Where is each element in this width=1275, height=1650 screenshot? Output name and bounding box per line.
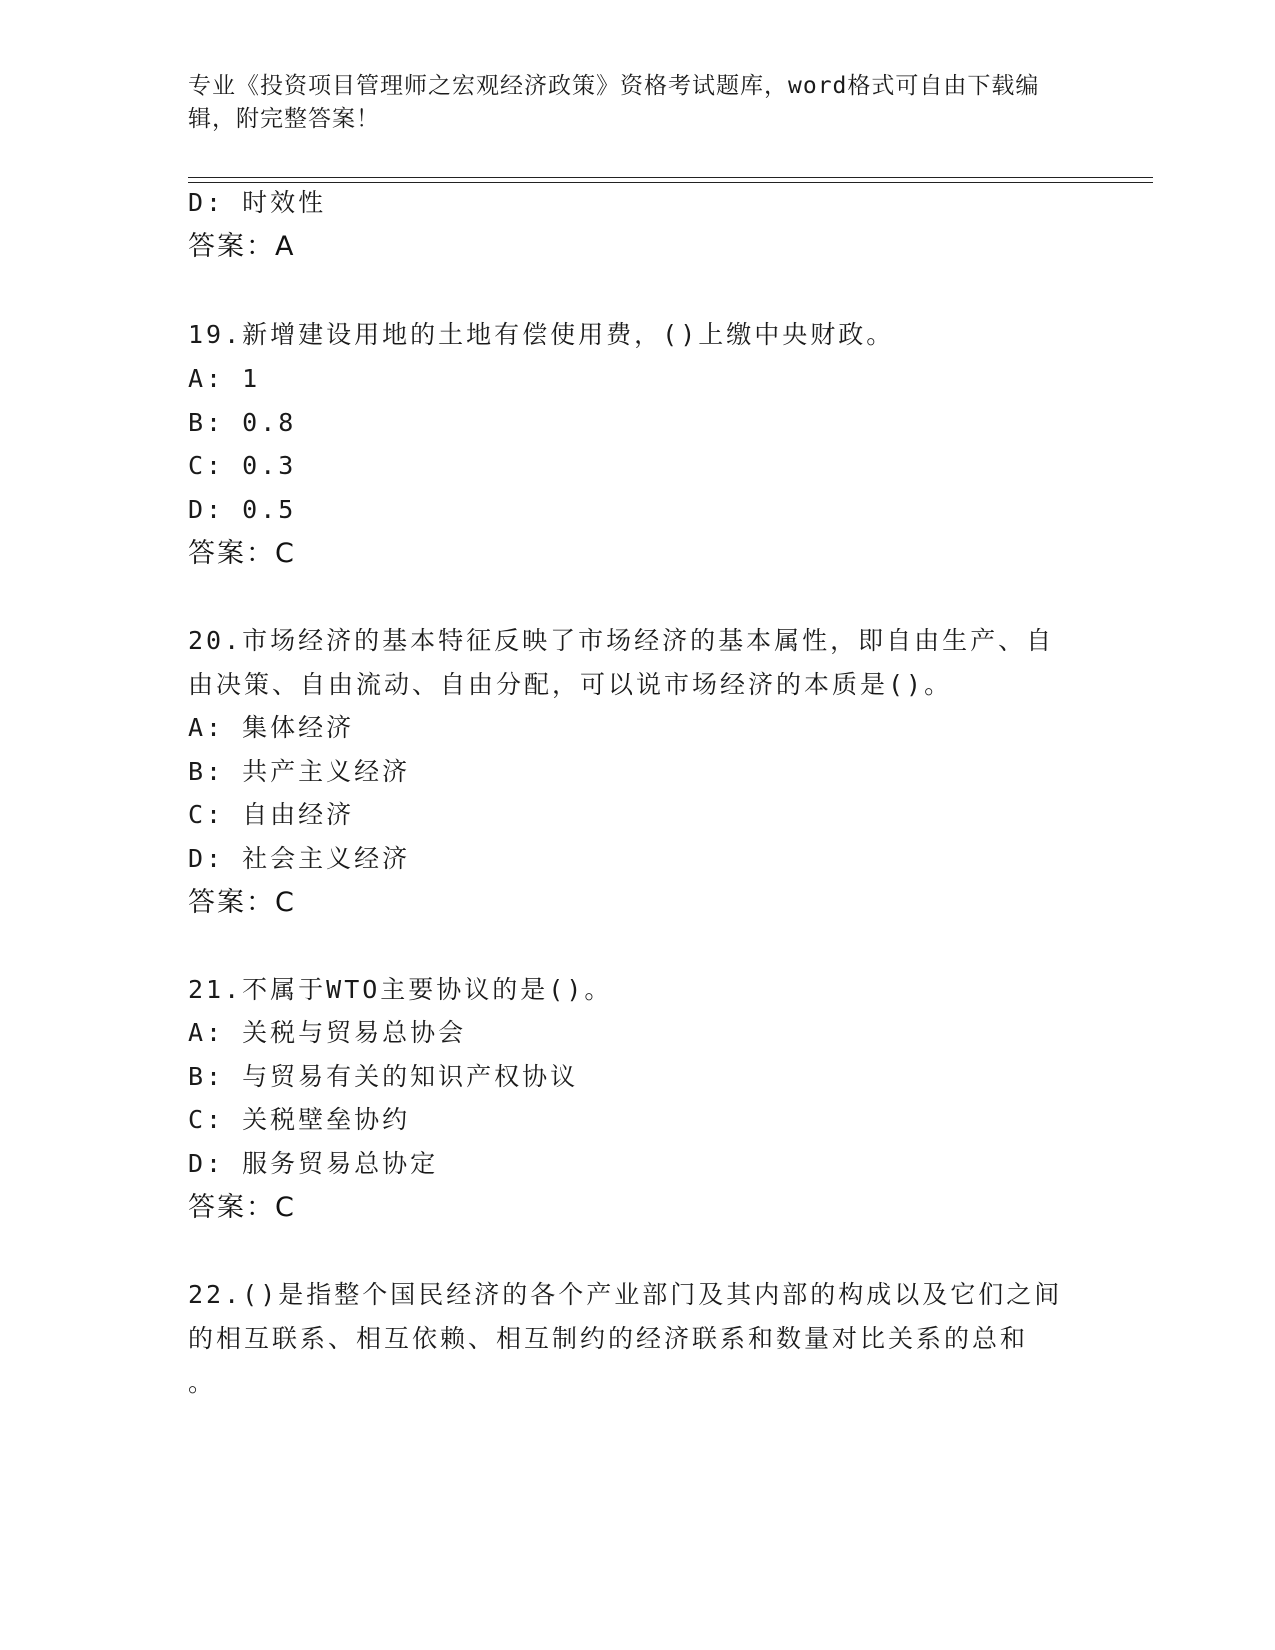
q20-option-a: A: 集体经济	[188, 713, 355, 742]
q20-stem-line1: 20.市场经济的基本特征反映了市场经济的基本属性，即自由生产、自	[188, 626, 1055, 655]
q21-option-b: B: 与贸易有关的知识产权协议	[188, 1062, 579, 1091]
q19-stem: 19.新增建设用地的土地有偿使用费，()上缴中央财政。	[188, 320, 895, 349]
prev-option-d: D: 时效性	[188, 188, 327, 217]
q19-option-c: C: 0.3	[188, 451, 297, 480]
q20-option-d: D: 社会主义经济	[188, 844, 411, 873]
q19-option-d: D: 0.5	[188, 495, 297, 524]
q21-option-a: A: 关税与贸易总协会	[188, 1018, 467, 1047]
q21-option-c: C: 关税壁垒协约	[188, 1105, 411, 1134]
q19-answer: 答案：C	[188, 538, 296, 569]
q21-answer: 答案：C	[188, 1192, 296, 1223]
q21-stem: 21.不属于WTO主要协议的是()。	[188, 975, 613, 1004]
q20-option-b: B: 共产主义经济	[188, 757, 411, 786]
header-divider-bottom	[188, 182, 1153, 183]
document-header: 专业《投资项目管理师之宏观经济政策》资格考试题库，word格式可自由下载编辑，附完整答案！	[188, 73, 1040, 132]
q22-stem-line3: 。	[188, 1368, 217, 1397]
q21-option-d: D: 服务贸易总协定	[188, 1149, 439, 1178]
q20-option-c: C: 自由经济	[188, 800, 355, 829]
q20-answer: 答案：C	[188, 887, 296, 918]
q19-option-a: A: 1	[188, 364, 261, 393]
q19-option-b: B: 0.8	[188, 408, 297, 437]
q22-stem-line1: 22.()是指整个国民经济的各个产业部门及其内部的构成以及它们之间	[188, 1280, 1063, 1309]
header-divider-top	[188, 177, 1153, 178]
q22-stem-line2: 的相互联系、相互依赖、相互制约的经济联系和数量对比关系的总和	[188, 1324, 1029, 1353]
prev-answer: 答案：A	[188, 231, 296, 262]
q20-stem-line2: 由决策、自由流动、自由分配，可以说市场经济的本质是()。	[188, 670, 953, 699]
